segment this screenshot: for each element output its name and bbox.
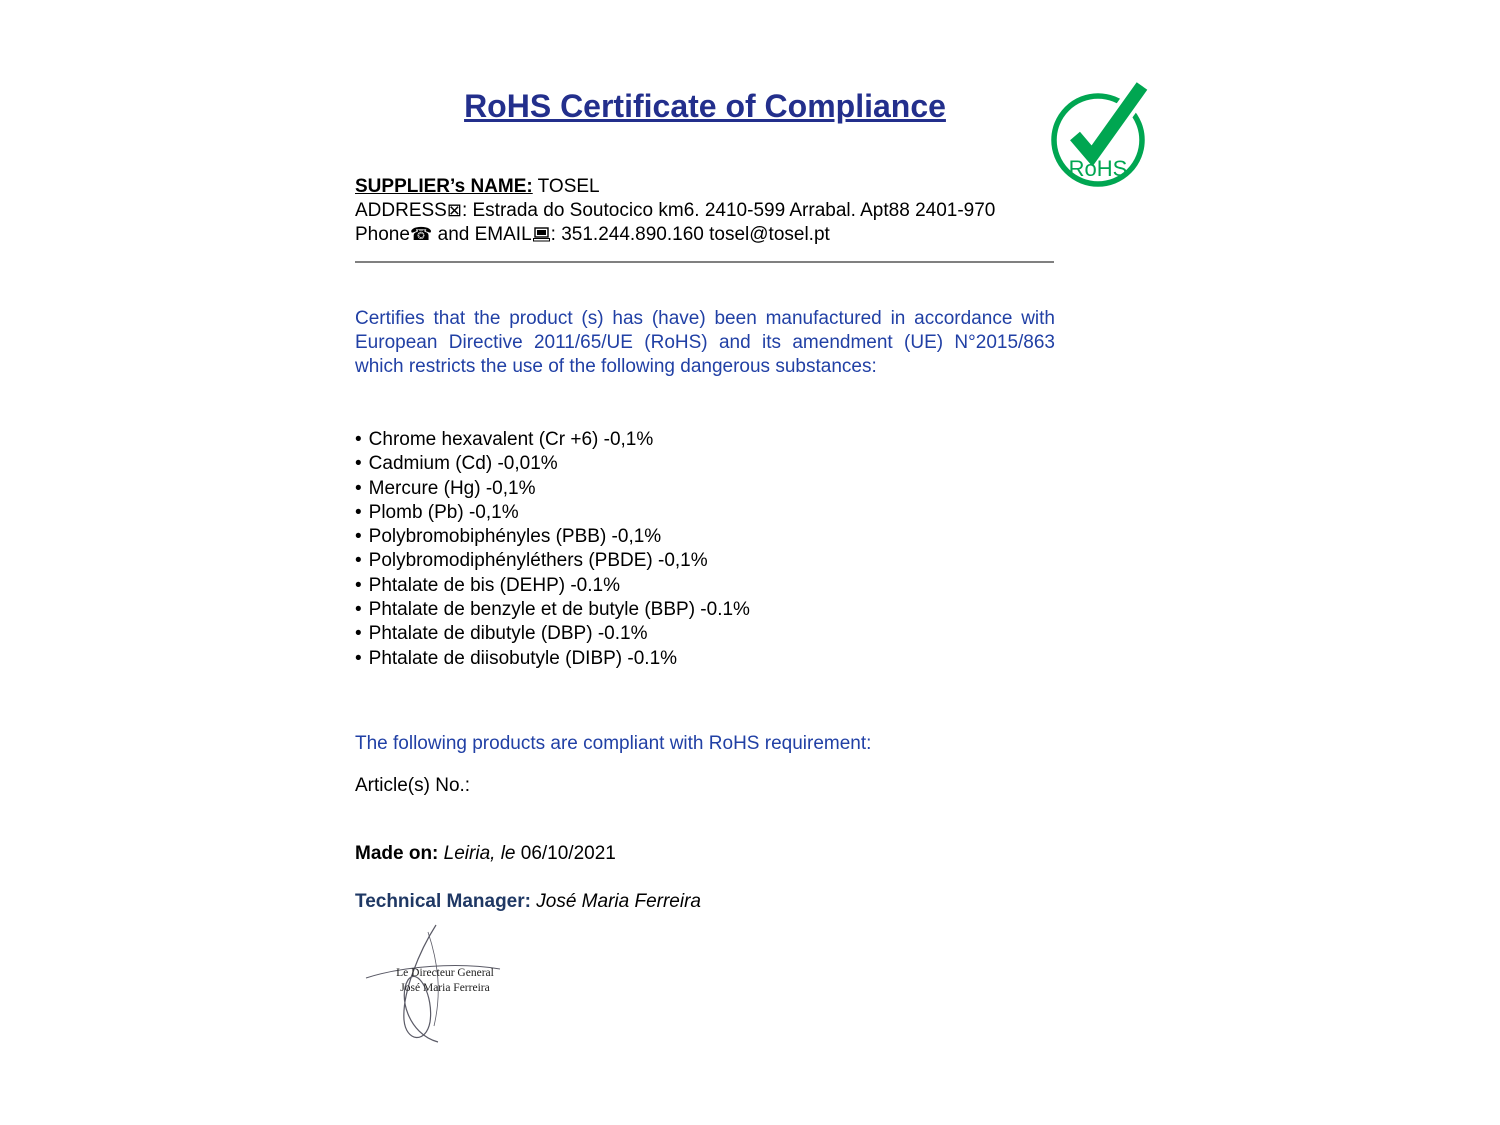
made-on-place: Leiria, le [438, 843, 521, 864]
supplier-contact-line [355, 223, 1075, 247]
technical-manager-line [355, 891, 701, 913]
substance-item: • Chrome hexavalent (Cr +6) -0,1% [355, 428, 750, 452]
substance-item: • Polybromobiphényles (PBB) -0,1% [355, 525, 750, 549]
substance-item: • Phtalate de diisobutyle (DIBP) -0.1% [355, 647, 750, 671]
signature-title: Le Directeur General [396, 967, 494, 979]
contact-value: : 351.244.890.160 tosel@tosel.pt [550, 224, 830, 245]
compliance-statement: The following products are compliant with RoHS requirement: [355, 733, 872, 754]
supplier-name-value: TOSEL [532, 176, 600, 197]
made-on-line [355, 843, 616, 865]
phone-label: Phone [355, 224, 410, 245]
address-value: : Estrada do Soutocico km6. 2410-599 Arrabal. Apt88 2401-970 [461, 200, 996, 221]
envelope-icon: ⊠ [446, 200, 462, 221]
telephone-icon: ☎ [409, 224, 433, 245]
supplier-name-label: SUPPLIER’s NAME: [355, 176, 533, 197]
supplier-address-line [355, 199, 1075, 223]
rohs-logo [1048, 78, 1152, 190]
substance-item: • Phtalate de dibutyle (DBP) -0.1% [355, 622, 750, 646]
substance-item: • Polybromodiphényléthers (PBDE) -0,1% [355, 549, 750, 573]
signature-name: José Maria Ferreira [400, 981, 490, 994]
substance-item: • Plomb (Pb) -0,1% [355, 501, 750, 525]
supplier-info [355, 175, 1075, 247]
signature-text [375, 966, 515, 995]
substance-item: • Phtalate de benzyle et de butyle (BBP) -0.1% [355, 598, 750, 622]
articles-label: Article(s) No.: [355, 775, 471, 796]
email-label: and EMAIL [432, 224, 532, 245]
substances-list [355, 428, 750, 671]
technical-manager-label: Technical Manager: [355, 891, 531, 912]
rohs-logo-label: RoHS [1068, 156, 1128, 181]
made-on-date: 06/10/2021 [520, 843, 616, 864]
substance-item: • Phtalate de bis (DEHP) -0.1% [355, 574, 750, 598]
technical-manager-name: José Maria Ferreira [530, 891, 701, 912]
supplier-name-line [355, 175, 1075, 199]
made-on-label: Made on: [355, 843, 439, 864]
address-label: ADDRESS [355, 200, 447, 221]
header-divider [355, 261, 1054, 263]
substance-item: • Cadmium (Cd) -0,01% [355, 452, 750, 476]
substance-item: • Mercure (Hg) -0,1% [355, 477, 750, 501]
computer-icon [533, 227, 550, 242]
page-title: RoHS Certificate of Compliance [464, 88, 946, 124]
certification-paragraph: Certifies that the product (s) has (have) been manufactured in accordance with European Directive 2011/65/UE (RoHS) and its amendment (UE) N°2015/863 which restricts the use of the following dangerous substances: [355, 308, 1055, 378]
